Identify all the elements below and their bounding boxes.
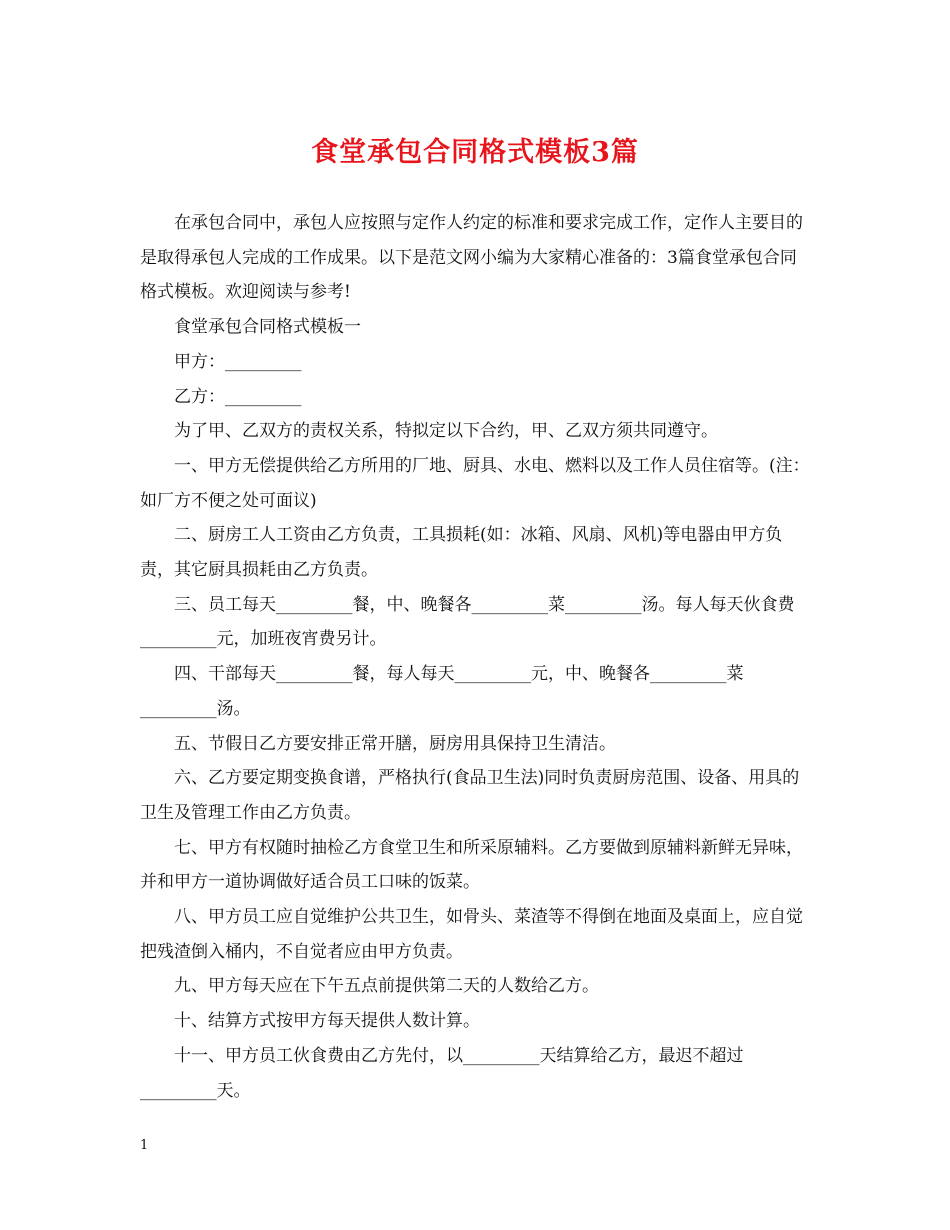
clause-3: 三、员工每天_________餐，中、晚餐各_________菜_________汤。每人每天伙食费_________元，加班夜宵费另计。 — [140, 594, 795, 650]
party-a-line: 甲方：_________ — [174, 351, 302, 372]
page-number: 1 — [140, 1138, 149, 1153]
clause-1: 一、甲方无偿提供给乙方所用的厂地、厨具、水电、燃料以及工作人员住宿等。(注：如厂方不便之处可面议) — [140, 455, 810, 511]
intro-paragraph: 在承包合同中，承包人应按照与定作人约定的标准和要求完成工作，定作人主要目的是取得承包人完成的工作成果。以下是范文网小编为大家精心准备的：3篇食堂承包合同格式模板。欢迎阅读与参考! — [140, 213, 803, 303]
clause-10: 十、结算方式按甲方每天提供人数计算。 — [174, 1011, 480, 1032]
document-title: 食堂承包合同格式模板3篇 — [311, 137, 639, 168]
document-body — [140, 206, 812, 1108]
clause-5: 五、节假日乙方要安排正常开膳，厨房用具保持卫生清洁。 — [174, 733, 616, 754]
section-heading: 食堂承包合同格式模板一 — [174, 317, 361, 338]
clause-7: 七、甲方有权随时抽检乙方食堂卫生和所采原辅料。乙方要做到原辅料新鲜无异味，并和甲方一道协调做好适合员工口味的饭菜。 — [140, 837, 803, 893]
clause-4: 四、干部每天_________餐，每人每天_________元，中、晚餐各_________菜_________汤。 — [140, 664, 744, 719]
clause-11: 十一、甲方员工伙食费由乙方先付，以_________天结算给乙方，最迟不超过_________天。 — [140, 1045, 744, 1101]
party-b-line: 乙方：_________ — [174, 386, 302, 407]
clause-8: 八、甲方员工应自觉维护公共卫生，如骨头、菜渣等不得倒在地面及桌面上，应自觉把残渣倒入桶内，不自觉者应由甲方负责。 — [140, 907, 803, 962]
clause-9: 九、甲方每天应在下午五点前提供第二天的人数给乙方。 — [174, 976, 599, 997]
clause-2: 二、厨房工人工资由乙方负责，工具损耗(如：冰箱、风扇、风机)等电器由甲方负责，其它厨具损耗由乙方负责。 — [140, 525, 783, 581]
clause-6: 六、乙方要定期变换食谱，严格执行(食品卫生法)同时负责厨房范围、设备、用具的卫生及管理工作由乙方负责。 — [140, 768, 800, 823]
preamble-paragraph: 为了甲、乙双方的责权关系，特拟定以下合约，甲、乙双方须共同遵守。 — [174, 421, 718, 442]
